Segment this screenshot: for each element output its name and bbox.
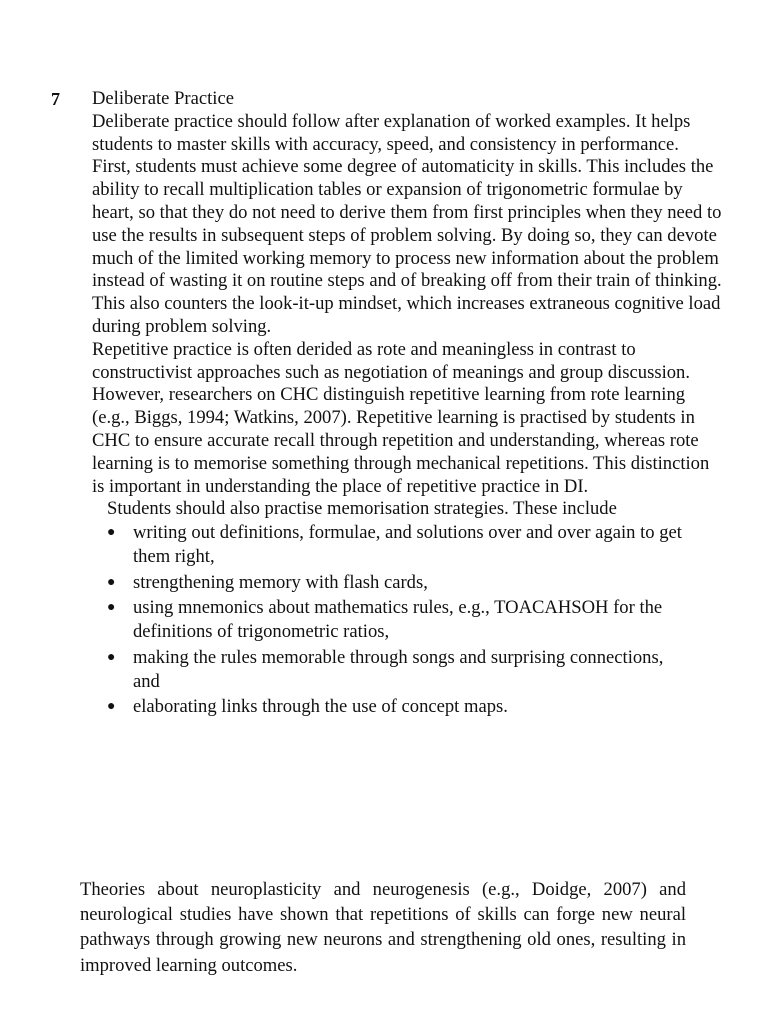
bullet-icon: ● [107, 525, 116, 541]
paragraph-intro: Deliberate practice should follow after explanation of worked examples. It helps students to master skills with accuracy, speed, and consistency in performance. [92, 110, 691, 155]
paragraph-repetitive-practice: Repetitive practice is often derided as rote and meaningless in contrast to constructivist approaches such as negotiation of meanings and group discussion. However, researchers on CHC distinguish repetitive learning from rote learning (e.g., Biggs, 1994; Watkins, 2007). Repetitive learning is practised by students in CHC to ensure accurate recall through repetition and understanding, whereas rote learning is to memorise something through mechanical repetitions. This distinction is important in understanding the place of repetitive practice in DI. [92, 338, 710, 497]
closing-paragraph: Theories about neuroplasticity and neurogenesis (e.g., Doidge, 2007) and neurological studies have shown that repetitions of skills can forge new neural pathways through growing new neurons and strengthening old ones, resulting in improved learning outcomes. [80, 879, 686, 976]
section-body [92, 88, 722, 721]
bullet-icon: ● [107, 574, 116, 590]
section-heading: Deliberate Practice [92, 88, 234, 109]
memorisation-intro: Students should also practise memorisation strategies. These include [107, 498, 617, 520]
list-item [107, 571, 688, 595]
list-item-text: writing out definitions, formulae, and solutions over and over again to get them right, [133, 522, 682, 568]
list-item-text: making the rules memorable through songs and surprising connections, and [133, 646, 664, 692]
list-item [107, 695, 688, 719]
list-item [107, 596, 688, 644]
bullet-icon: ● [107, 600, 116, 616]
list-item [107, 646, 688, 694]
list-item [107, 521, 688, 569]
list-item-text: using mnemonics about mathematics rules, e.g., TOACAHSOH for the definitions of trigonometric ratios, [133, 597, 663, 643]
paragraph-automaticity: First, students must achieve some degree of automaticity in skills. This includes the ability to recall multiplication tables or expansion of trigonometric formulae by heart, so that they do not need to derive them from first principles when they need to use the results in subsequent steps of problem solving. By doing so, they can devote much of the limited working memory to process new information about the problem instead of wasting it on routine steps and of breaking off from their train of thinking. This also counters the look-it-up mindset, which increases extraneous cognitive load during problem solving. [92, 156, 722, 337]
bullet-icon: ● [107, 649, 116, 665]
section-number: 7 [51, 89, 60, 109]
bullet-icon: ● [107, 699, 116, 715]
strategy-list [92, 521, 707, 719]
list-item-text: elaborating links through the use of concept maps. [133, 696, 508, 718]
list-item-text: strengthening memory with flash cards, [133, 571, 428, 593]
